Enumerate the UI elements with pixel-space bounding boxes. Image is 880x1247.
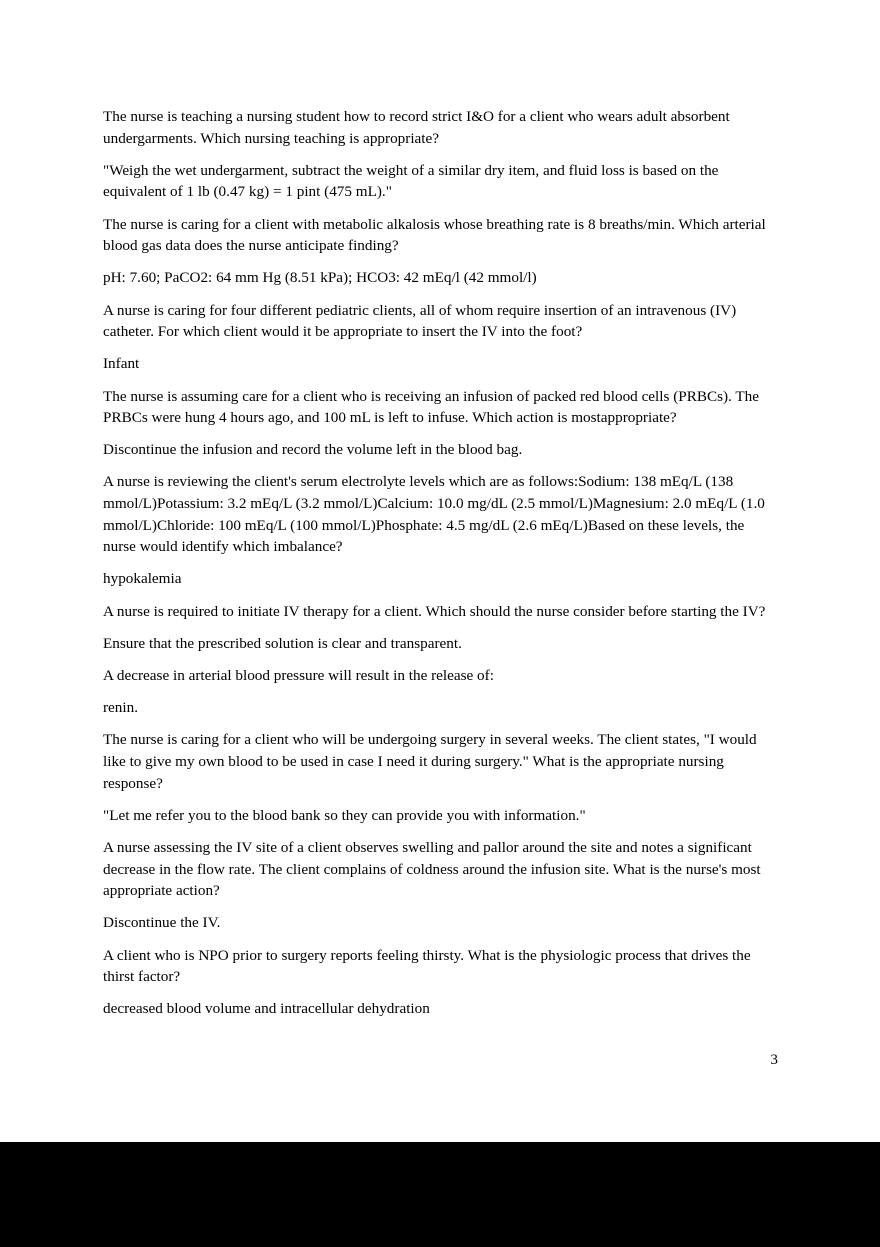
- question-paragraph: A nurse assessing the IV site of a client observes swelling and pallor around the site and notes a significant decrease in the flow rate. The client complains of coldness around the infusion site. What is the nurse's most appropriate action?: [103, 838, 761, 900]
- question-paragraph: A decrease in arterial blood pressure will result in the release of:: [103, 667, 494, 684]
- question-paragraph: A client who is NPO prior to surgery reports feeling thirsty. What is the physiologic process that drives the thirst factor?: [103, 946, 751, 986]
- bottom-black-band: [0, 1142, 880, 1247]
- answer-paragraph: Infant: [103, 355, 140, 373]
- question-paragraph: A nurse is reviewing the client's serum electrolyte levels which are as follows:Sodium: 138 mEq/L (138 mmol/L)Potassium: 3.2 mEq/L (3.2 mmol/L)Calcium: 10.0 mg/dL (2.5 mmol/L)Magnesium: 2.0 mEq/L (1.0 mmol/L)Chloride: 100 mEq/L (100 mmol/L)Phosphate: 4.5 mg/dL (2.6 mEq/L)Based on these levels, the nurse would identify which imbalance?: [103, 473, 765, 556]
- answer-paragraph: decreased blood volume and intracellular dehydration: [103, 1000, 430, 1018]
- answer-paragraph: "Let me refer you to the blood bank so they can provide you with information.": [103, 806, 586, 824]
- answer-paragraph: Ensure that the prescribed solution is clear and transparent.: [103, 634, 462, 652]
- question-paragraph: The nurse is caring for a client with metabolic alkalosis whose breathing rate is 8 breaths/min. Which arterial blood gas data does the nurse anticipate finding?: [103, 215, 766, 255]
- question-paragraph: The nurse is teaching a nursing student how to record strict I&O for a client who wears adult absorbent undergarments. Which nursing teaching is appropriate?: [103, 108, 730, 147]
- answer-paragraph: pH: 7.60; PaCO2: 64 mm Hg (8.51 kPa); HCO3: 42 mEq/l (42 mmol/l): [103, 269, 537, 287]
- question-paragraph: The nurse is caring for a client who will be undergoing surgery in several weeks. The client states, "I would like to give my own blood to be used in case I need it during surgery." What is the appropriate nursing response?: [103, 731, 757, 792]
- question-paragraph: The nurse is assuming care for a client who is receiving an infusion of packed red blood cells (PRBCs). The PRBCs were hung 4 hours ago, and 100 mL is left to infuse. Which action is mostappropriate?: [103, 387, 759, 427]
- answer-paragraph: renin.: [103, 699, 139, 717]
- question-paragraph: A nurse is caring for four different pediatric clients, all of whom require insertion of an intravenous (IV) catheter. For which client would it be appropriate to insert the IV into the foot?: [103, 301, 737, 341]
- answer-paragraph: Discontinue the infusion and record the volume left in the blood bag.: [103, 441, 523, 459]
- answer-paragraph: hypokalemia: [103, 570, 182, 588]
- answer-paragraph: Discontinue the IV.: [103, 914, 221, 932]
- answer-paragraph: "Weigh the wet undergarment, subtract the weight of a similar dry item, and fluid loss is based on the equivalent of 1 lb (0.47 kg) = 1 pint (475 mL).": [103, 161, 719, 201]
- page-number: 3: [770, 1051, 778, 1068]
- question-paragraph: A nurse is required to initiate IV therapy for a client. Which should the nurse consider before starting the IV?: [103, 602, 766, 620]
